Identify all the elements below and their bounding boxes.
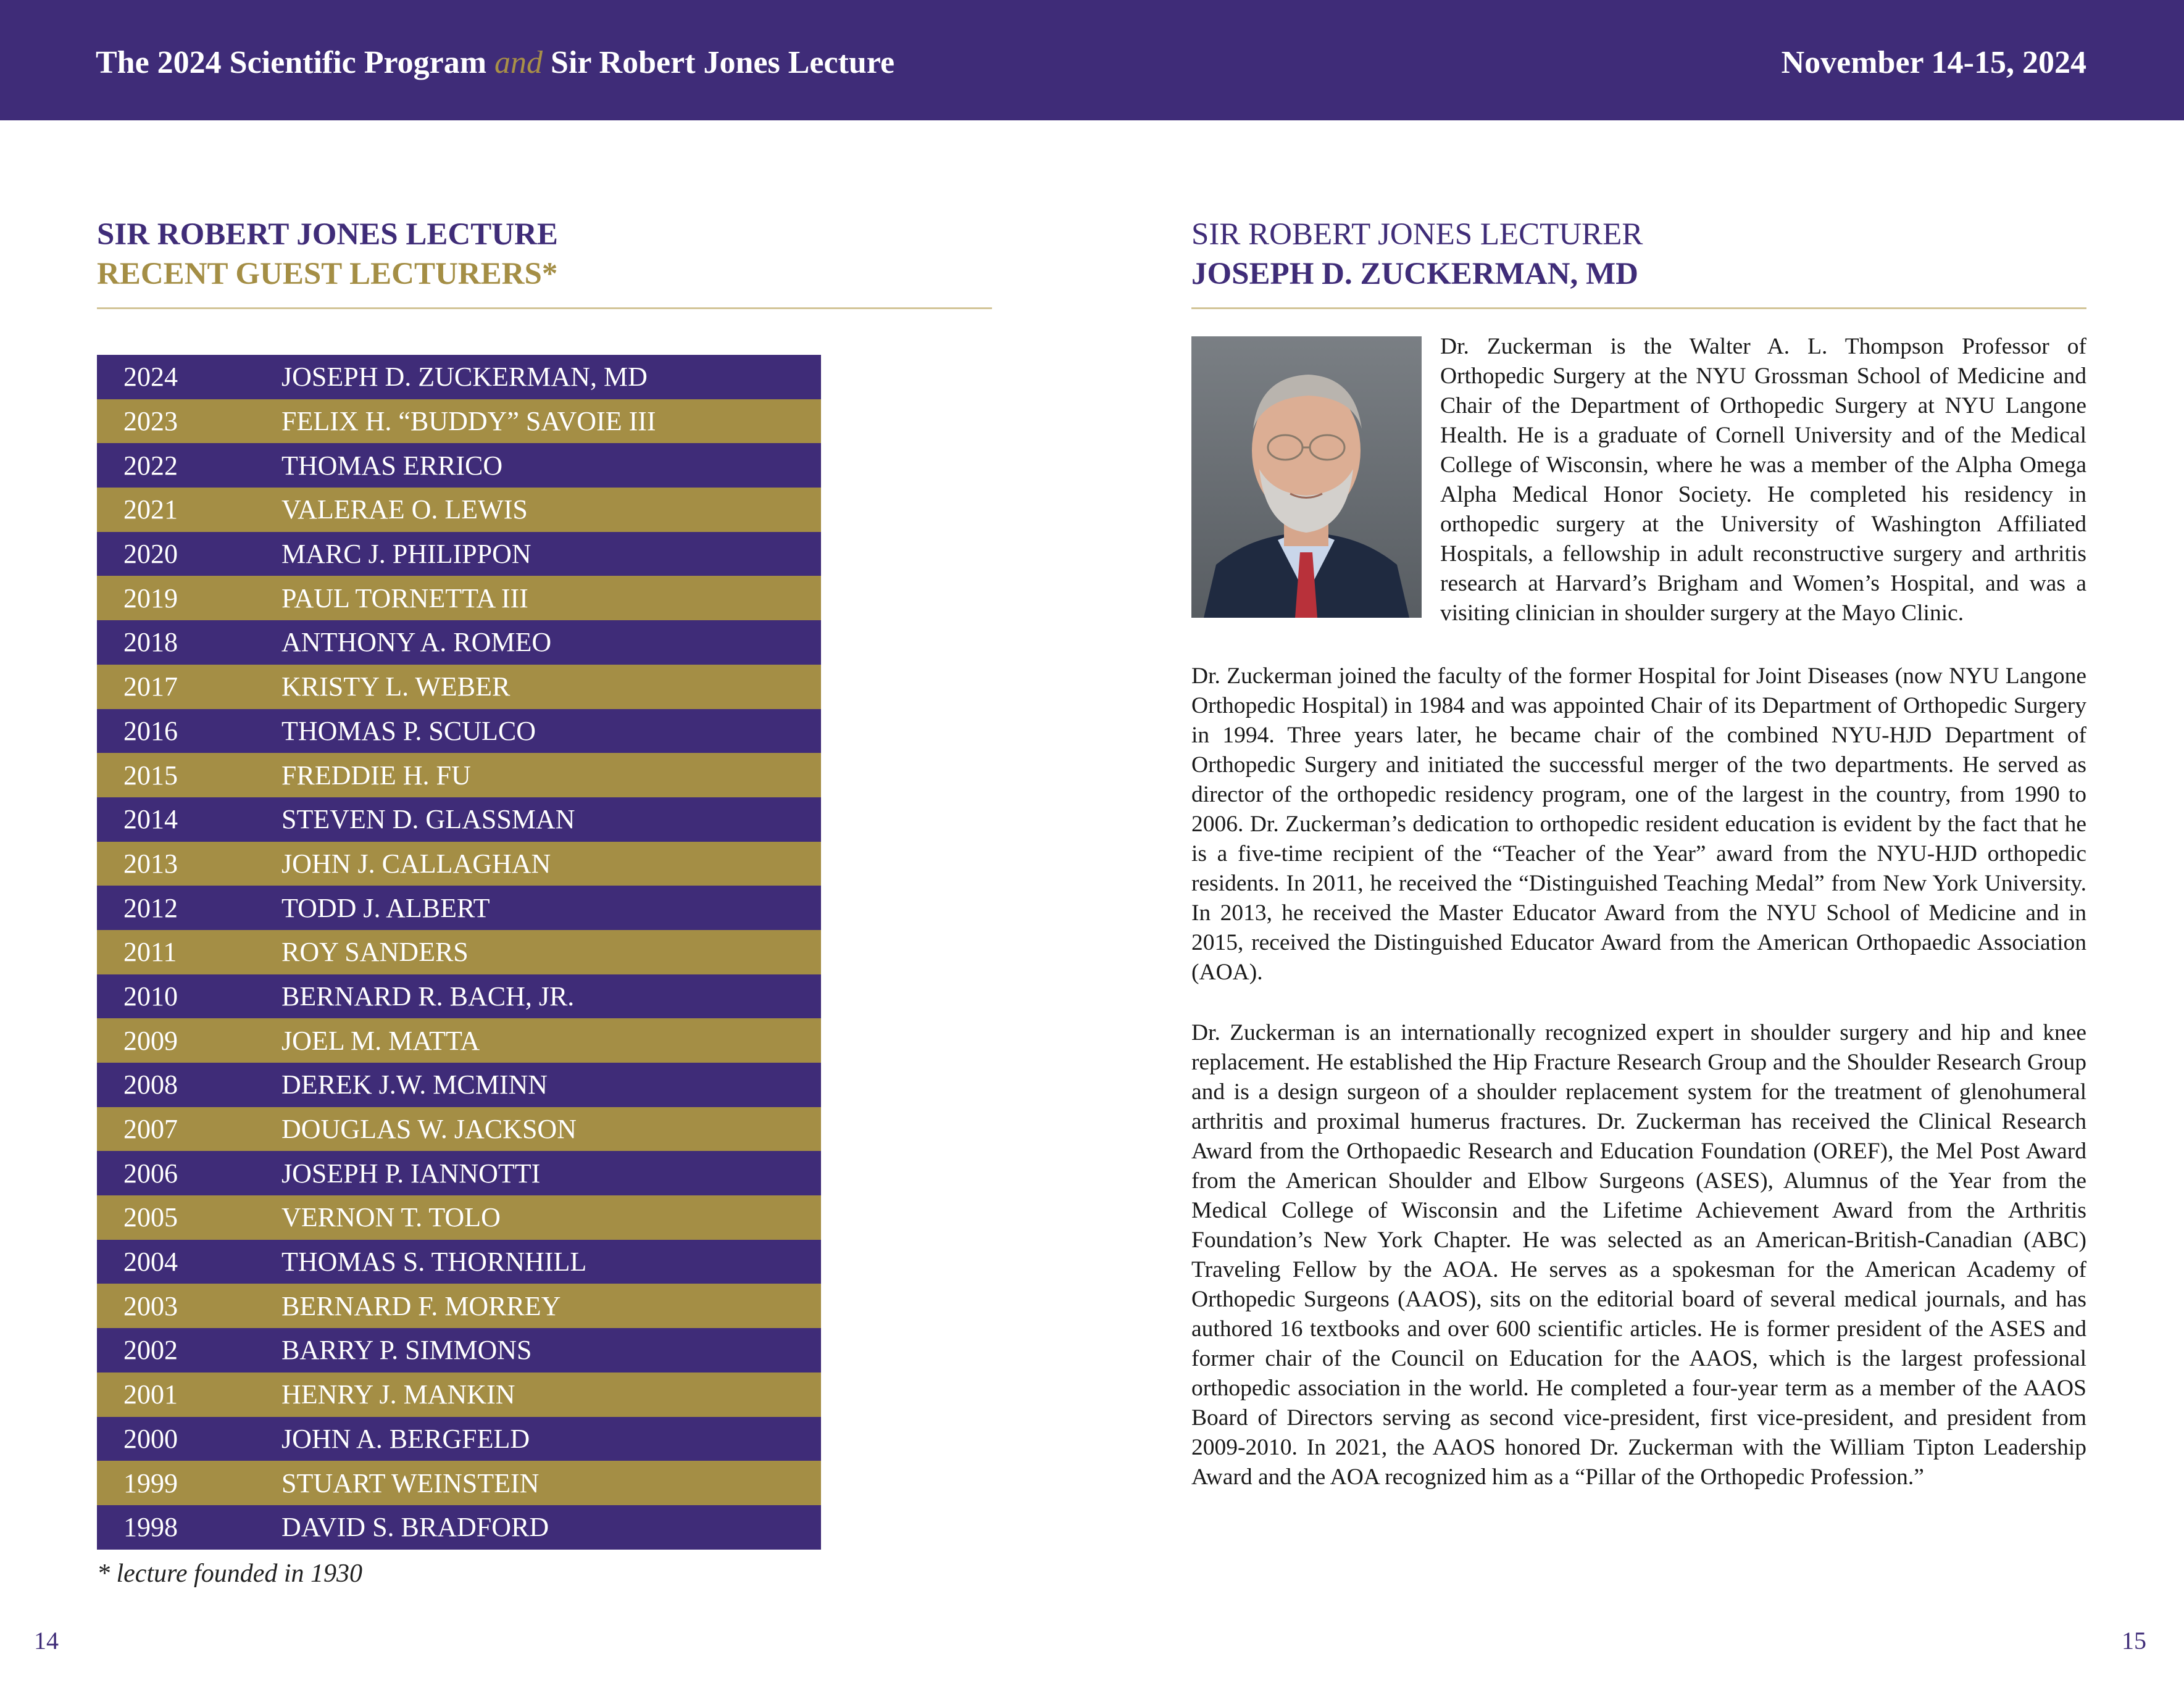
- lecturer-name: BARRY P. SIMMONS: [281, 1335, 532, 1366]
- page-number-right: 15: [2122, 1627, 2146, 1655]
- lecturer-name: JOHN A. BERGFELD: [281, 1423, 530, 1454]
- lecturer-row: [97, 488, 821, 532]
- lecturer-name: THOMAS P. SCULCO: [281, 715, 536, 746]
- lecturer-portrait: [1191, 336, 1422, 618]
- lecturer-name: DOUGLAS W. JACKSON: [281, 1114, 577, 1145]
- lecturer-year: 2007: [123, 1114, 178, 1145]
- bio-paragraph-1: Dr. Zuckerman is the Walter A. L. Thompson Professor of Orthopedic Surgery at the NYU Grossman School of Medicine and Chair of the Department of Orthopedic Surgery at NYU Langone Health. He is a graduate of Cornell University and of the Medical College of Wisconsin, where he was a member of the Alpha Omega Alpha Medical Honor Society. He completed his residency in orthopedic surgery at the University of Washington Affiliated Hospitals, a fellowship in adult reconstructive surgery and arthritis research at Harvard’s Brigham and Women’s Hospital, and was a visiting clinician in shoulder surgery at the Mayo Clinic.: [1440, 334, 2086, 626]
- lecturer-name: DAVID S. BRADFORD: [281, 1512, 549, 1543]
- lecturer-name: VALERAE O. LEWIS: [281, 494, 528, 525]
- lecturer-row: [97, 1107, 821, 1152]
- lecturer-name: TODD J. ALBERT: [281, 892, 490, 923]
- lecturer-name: JOEL M. MATTA: [281, 1025, 480, 1056]
- portrait-illustration: [1191, 336, 1422, 618]
- lecturer-name: PAUL TORNETTA III: [281, 583, 528, 613]
- lecturer-row: [97, 532, 821, 576]
- lecturer-row: [97, 974, 821, 1019]
- lecturer-row: [97, 1240, 821, 1284]
- guest-lecturers-heading: RECENT GUEST LECTURERS*: [97, 257, 558, 291]
- lecturer-row: [97, 797, 821, 842]
- lecturer-row: [97, 709, 821, 754]
- lecturer-name: DEREK J.W. MCMINN: [281, 1069, 548, 1100]
- lecturer-name: ANTHONY A. ROMEO: [281, 627, 552, 658]
- lecturer-year: 2003: [123, 1290, 178, 1321]
- footnote: * lecture founded in 1930: [97, 1559, 363, 1588]
- lecturer-name: FELIX H. “BUDDY” SAVOIE III: [281, 406, 656, 437]
- lecturer-row: [97, 1461, 821, 1505]
- lecturer-year: 2018: [123, 627, 178, 658]
- lecturer-year: 2021: [123, 494, 178, 525]
- lecturer-row: [97, 842, 821, 886]
- lecturer-row: [97, 753, 821, 797]
- lecturer-year: 1999: [123, 1468, 178, 1498]
- program-title: [96, 44, 894, 81]
- lecturer-row: [97, 1151, 821, 1195]
- lecturer-row: [97, 399, 821, 444]
- lecturer-name: THOMAS ERRICO: [281, 450, 503, 481]
- lecturer-row: [97, 1284, 821, 1328]
- lecturer-row: [97, 1195, 821, 1240]
- lecturer-row: [97, 1328, 821, 1372]
- lecturer-row: [97, 1018, 821, 1063]
- lecturer-name: KRISTY L. WEBER: [281, 671, 511, 702]
- lecturer-name: THOMAS S. THORNHILL: [281, 1247, 587, 1277]
- lecturer-row: [97, 620, 821, 665]
- lecturer-row: [97, 665, 821, 709]
- bio-paragraph-3: Dr. Zuckerman is an internationally recognized expert in shoulder surgery and hip and knee replacement. He established the Hip Fracture Research Group and the Shoulder Research Group and is a design surgeon of a shoulder replacement system for the treatment of glenohumeral arthritis and proximal humerus fractures. Dr. Zuckerman has received the Clinical Research Award from the Orthopaedic Research and Education Foundation (OREF), the Mel Post Award from the American Shoulder and Elbow Surgeons (ASES), Alumnus of the Year from the Medical College of Wisconsin and the Lifetime Achievement Award from the Arthritis Foundation’s New York Chapter. He was selected as an American-British-Canadian (ABC) Traveling Fellow by the AOA. He serves as a spokesman for the American Academy of Orthopedic Surgeons (AAOS), sits on the editorial board of several medical journals, and has authored 16 textbooks and over 600 scientific articles. He is former president of the ASES and former chair of the Council on Education for the AAOS, which is the largest professional orthopedic association in the world. He completed a four-year term as a member of the AAOS Board of Directors serving as second vice-president, first vice-president, and president from 2009-2010. In 2021, the AAOS honored Dr. Zuckerman with the William Tipton Leadership Award and the AOA recognized him as a “Pillar of the Orthopedic Profession.”: [1191, 1020, 2086, 1490]
- lecturer-row: [97, 1372, 821, 1417]
- lecturer-year: 2006: [123, 1158, 178, 1189]
- left-divider: [97, 307, 992, 309]
- lecturer-name: HENRY J. MANKIN: [281, 1379, 515, 1410]
- lecturer-year: 2005: [123, 1202, 178, 1233]
- lecturer-year: 2019: [123, 583, 178, 613]
- lecturer-row: [97, 355, 821, 399]
- lecturer-row: [97, 1505, 821, 1550]
- lecturer-year: 2010: [123, 981, 178, 1011]
- lecturer-name: BERNARD F. MORREY: [281, 1290, 561, 1321]
- lecturer-name: MARC J. PHILIPPON: [281, 539, 531, 570]
- lecturer-year: 2012: [123, 892, 178, 923]
- lecturer-year: 1998: [123, 1512, 178, 1543]
- lecturer-name: STEVEN D. GLASSMAN: [281, 804, 575, 835]
- lecturer-row: [97, 443, 821, 488]
- lecturer-row: [97, 886, 821, 930]
- title-and: and: [494, 45, 543, 80]
- bio-paragraph-2: Dr. Zuckerman joined the faculty of the former Hospital for Joint Diseases (now NYU Langone Orthopedic Hospital) in 1984 and was appointed Chair of its Department of Orthopedic Surgery in 1994. Three years later, he became chair of the combined NYU-HJD Department of Orthopedic Surgery and initiated the successful merger of the two departments. He served as director of the orthopedic residency program, one of the largest in the country, from 1990 to 2006. Dr. Zuckerman’s dedication to orthopedic resident education is evident by the fact that he is a five-time recipient of the “Teacher of the Year” award from the NYU-HJD orthopedic residents. In 2011, he received the “Distinguished Teaching Medal” from New York University. In 2013, he received the Master Educator Award from the NYU School of Medicine and in 2015, received the Distinguished Educator Award from the American Orthopaedic Association (AOA).: [1191, 663, 2086, 985]
- lecturer-year: 2024: [123, 362, 178, 392]
- lecturer-year: 2008: [123, 1069, 178, 1100]
- lecture-heading: SIR ROBERT JONES LECTURE: [97, 217, 558, 252]
- lecturer-year: 2002: [123, 1335, 178, 1366]
- header-banner: [0, 0, 2184, 120]
- title-part-1: The 2024 Scientific Program: [96, 45, 487, 80]
- event-date: November 14-15, 2024: [1781, 45, 2086, 80]
- lecturer-row: [97, 1063, 821, 1107]
- lecturer-year: 2020: [123, 539, 178, 570]
- lecturer-row: [97, 576, 821, 620]
- lecturer-year: 2016: [123, 715, 178, 746]
- lecturer-year: 2023: [123, 406, 178, 437]
- title-part-2: Sir Robert Jones Lecture: [551, 45, 895, 80]
- lecturer-name-heading: JOSEPH D. ZUCKERMAN, MD: [1191, 257, 1638, 291]
- lecturer-row: [97, 1417, 821, 1461]
- lecturer-name: STUART WEINSTEIN: [281, 1468, 540, 1498]
- lecturer-year: 2017: [123, 671, 178, 702]
- lecturer-name: VERNON T. TOLO: [281, 1202, 501, 1233]
- page-number-left: 14: [34, 1627, 59, 1655]
- lecturer-year: 2000: [123, 1423, 178, 1454]
- lecturer-name: JOSEPH P. IANNOTTI: [281, 1158, 541, 1189]
- lecturer-row: [97, 930, 821, 974]
- lecturer-name: JOHN J. CALLAGHAN: [281, 848, 551, 879]
- lecturer-heading: SIR ROBERT JONES LECTURER: [1191, 217, 1643, 252]
- lecturer-year: 2004: [123, 1247, 178, 1277]
- lecturer-year: 2022: [123, 450, 178, 481]
- lecturer-name: JOSEPH D. ZUCKERMAN, MD: [281, 362, 648, 392]
- lecturer-year: 2001: [123, 1379, 178, 1410]
- lecturer-name: FREDDIE H. FU: [281, 760, 471, 791]
- lecturer-year: 2014: [123, 804, 178, 835]
- lecturer-table: [97, 355, 821, 1550]
- lecturer-name: ROY SANDERS: [281, 937, 469, 968]
- lecturer-year: 2011: [123, 937, 177, 968]
- lecturer-year: 2013: [123, 848, 178, 879]
- lecturer-year: 2009: [123, 1025, 178, 1056]
- lecturer-year: 2015: [123, 760, 178, 791]
- right-divider: [1191, 307, 2086, 309]
- lecturer-name: BERNARD R. BACH, JR.: [281, 981, 575, 1011]
